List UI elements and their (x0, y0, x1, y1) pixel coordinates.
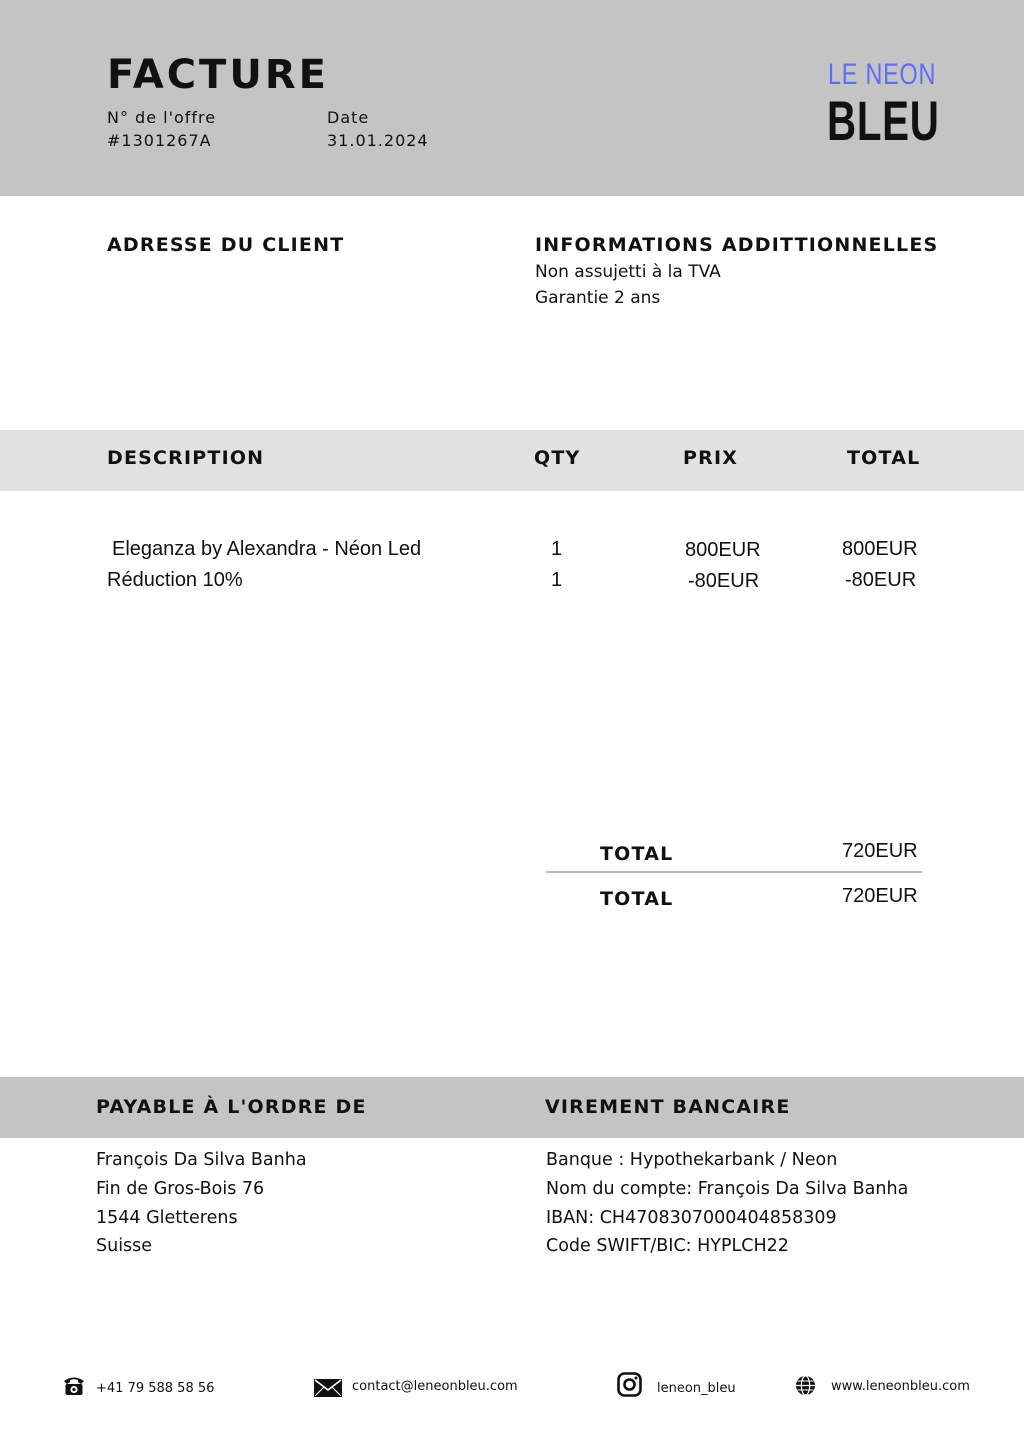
bank-transfer-heading: VIREMENT BANCAIRE (545, 1096, 791, 1118)
column-header-total: TOTAL (847, 447, 921, 469)
column-header-description: DESCRIPTION (107, 447, 265, 469)
mail-icon (314, 1379, 342, 1397)
column-header-price: PRIX (683, 447, 739, 469)
row-total: -80EUR (845, 569, 917, 591)
bank-line: Banque : Hypothekarbank / Neon (546, 1150, 838, 1170)
payee-line: Fin de Gros-Bois 76 (96, 1179, 265, 1199)
additional-info-line: Garantie 2 ans (535, 288, 661, 308)
globe-icon (795, 1375, 816, 1396)
row-description: Eleganza by Alexandra - Néon Led (112, 538, 422, 560)
row-total: 800EUR (842, 538, 918, 560)
instagram-icon (617, 1372, 642, 1397)
payable-heading: PAYABLE À L'ORDRE DE (96, 1096, 367, 1118)
offer-number-label: N° de l'offre (107, 108, 217, 127)
logo-line1: LE NEON (828, 58, 937, 91)
date-label: Date (327, 108, 370, 127)
date-value: 31.01.2024 (327, 131, 429, 150)
row-price: -80EUR (688, 570, 760, 592)
offer-number-value: #1301267A (107, 131, 212, 150)
bank-line: Code SWIFT/BIC: HYPLCH22 (546, 1236, 789, 1256)
row-qty: 1 (551, 538, 563, 560)
grand-total-label: TOTAL (600, 888, 674, 910)
payee-line: François Da Silva Banha (96, 1150, 307, 1170)
totals-divider (546, 871, 922, 873)
additional-info-heading: INFORMATIONS ADDITTIONNELLES (535, 234, 939, 256)
footer-email[interactable]: contact@leneonbleu.com (352, 1379, 518, 1394)
footer-phone[interactable]: +41 79 588 58 56 (96, 1381, 215, 1396)
row-description: Réduction 10% (107, 569, 243, 591)
total-label: TOTAL (600, 843, 674, 865)
invoice-title: FACTURE (107, 52, 329, 98)
grand-total-value: 720EUR (842, 885, 918, 907)
column-header-qty: QTY (534, 447, 581, 469)
client-address-heading: ADRESSE DU CLIENT (107, 234, 345, 256)
logo-line2: BLEU (827, 89, 940, 152)
footer-instagram[interactable]: leneon_bleu (657, 1381, 736, 1396)
additional-info-line: Non assujetti à la TVA (535, 262, 721, 282)
phone-icon (62, 1373, 86, 1397)
bank-line: IBAN: CH4708307000404858309 (546, 1208, 837, 1228)
bank-line: Nom du compte: François Da Silva Banha (546, 1179, 909, 1199)
footer-website[interactable]: www.leneonbleu.com (831, 1379, 970, 1394)
row-qty: 1 (551, 569, 563, 591)
payee-line: 1544 Gletterens (96, 1208, 238, 1228)
payee-line: Suisse (96, 1236, 153, 1256)
total-value: 720EUR (842, 840, 918, 862)
row-price: 800EUR (685, 539, 761, 561)
